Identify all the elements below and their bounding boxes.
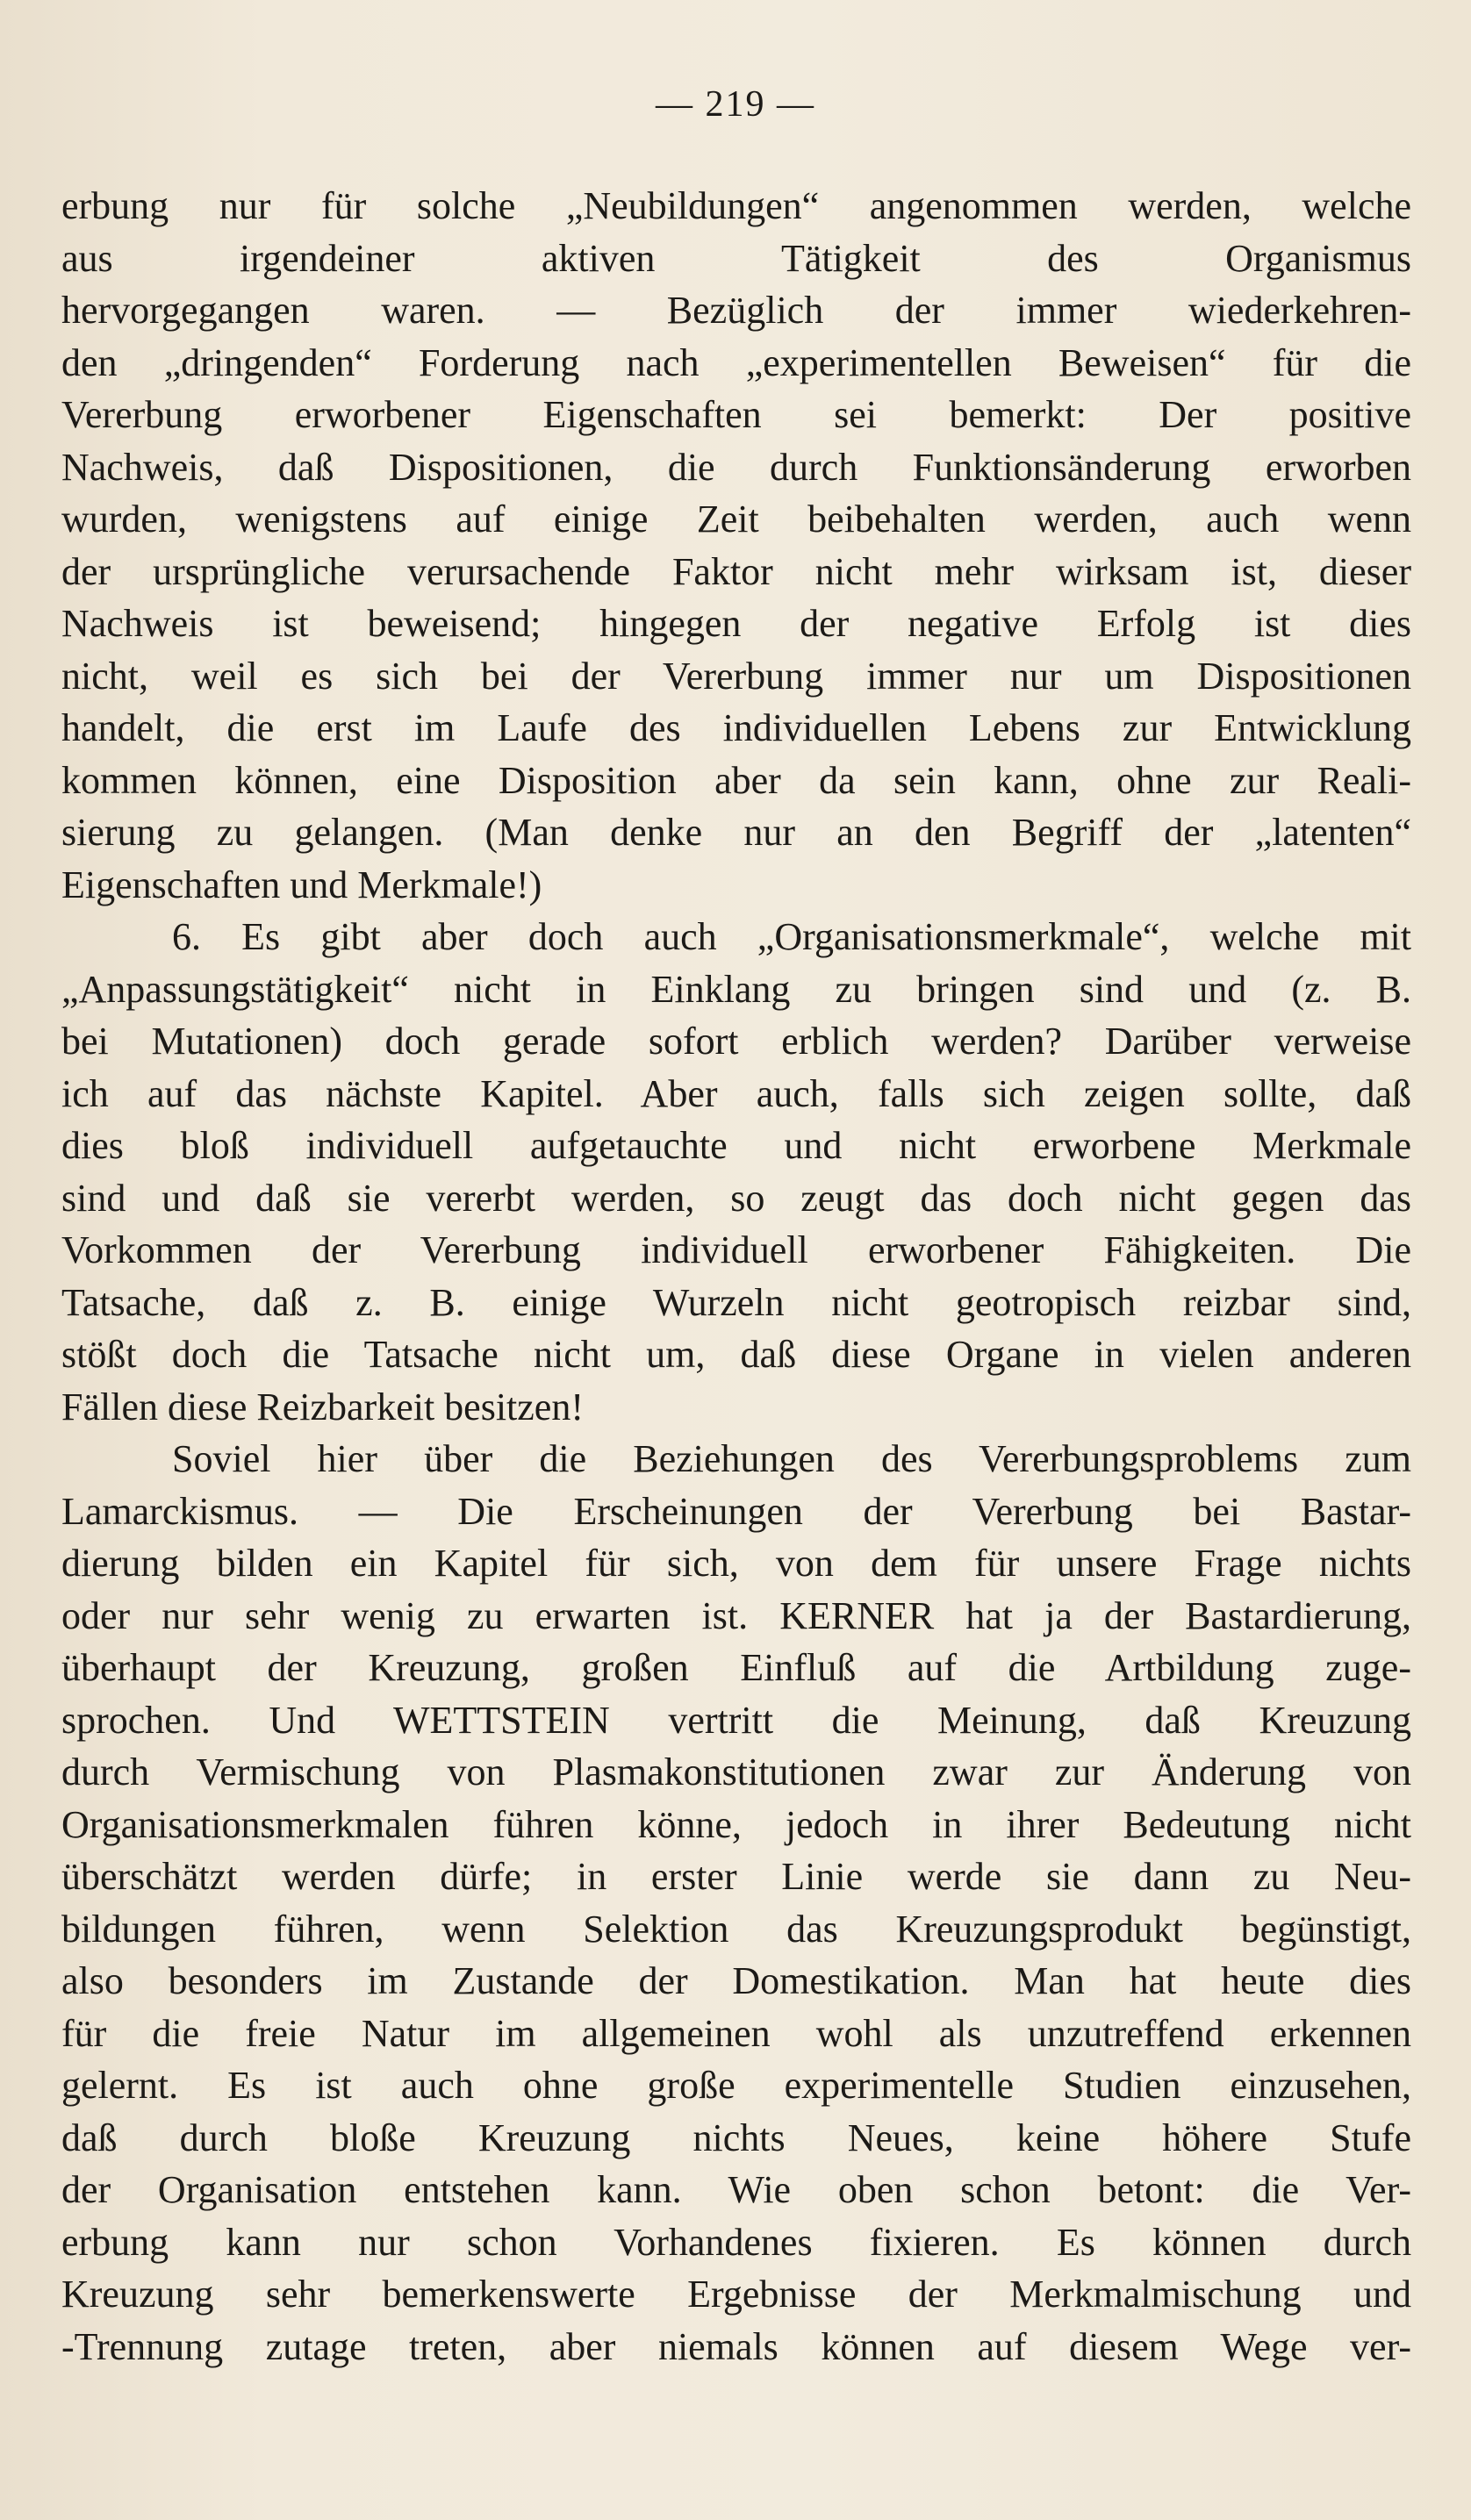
text-line: kommen können, eine Disposition aber da sein kann, ohne zur Reali- <box>61 758 1411 802</box>
text-line: bildungen führen, wenn Selektion das Kreuzungsprodukt begünstigt, <box>61 1907 1411 1951</box>
text-line: daß durch bloße Kreuzung nichts Neues, keine höhere Stufe <box>61 2116 1411 2159</box>
text-line: stößt doch die Tatsache nicht um, daß diese Organe in vielen anderen <box>61 1333 1411 1376</box>
text-line: -Trennung zutage treten, aber niemals können auf diesem Wege ver- <box>61 2324 1411 2368</box>
text-line: durch Vermischung von Plasmakonstitutionen zwar zur Änderung von <box>61 1750 1411 1793</box>
text-line: für die freie Natur im allgemeinen wohl als unzutreffend erkennen <box>61 2011 1411 2055</box>
text-line: sierung zu gelangen. (Man denke nur an den Begriff der „latenten“ <box>61 811 1411 854</box>
text-line: sind und daß sie vererbt werden, so zeugt das doch nicht gegen das <box>61 1176 1411 1220</box>
text-line: hervorgegangen waren. — Bezüglich der immer wiederkehren- <box>61 289 1411 332</box>
text-line: handelt, die erst im Laufe des individuellen Lebens zur Entwicklung <box>61 706 1411 749</box>
text-line: den „dringenden“ Forderung nach „experimentellen Beweisen“ für die <box>61 340 1411 384</box>
text-line: dierung bilden ein Kapitel für sich, von dem für unsere Frage nichts <box>61 1542 1411 1585</box>
text-line: Fällen diese Reizbarkeit besitzen! <box>61 1385 584 1428</box>
text-line: aus irgendeiner aktiven Tätigkeit des Organismus <box>61 236 1411 280</box>
text-line: Vorkommen der Vererbung individuell erworbener Fähigkeiten. Die <box>61 1228 1411 1271</box>
text-line: oder nur sehr wenig zu erwarten ist. KERNER hat ja der Bastardierung, <box>61 1593 1411 1637</box>
text-line: wurden, wenigstens auf einige Zeit beibehalten werden, auch wenn <box>61 498 1411 541</box>
text-line: dies bloß individuell aufgetauchte und nicht erworbene Merkmale <box>61 1124 1411 1167</box>
text-line: nicht, weil es sich bei der Vererbung immer nur um Dispositionen <box>61 654 1411 698</box>
text-line: Lamarckismus. — Die Erscheinungen der Vererbung bei Bastar- <box>61 1489 1411 1533</box>
text-line: 6. Es gibt aber doch auch „Organisationsmerkmale“, welche mit <box>172 915 1411 958</box>
text-line: der Organisation entstehen kann. Wie oben schon betont: die Ver- <box>61 2168 1411 2211</box>
text-line: „Anpassungstätigkeit“ nicht in Einklang zu bringen sind und (z. B. <box>61 967 1411 1011</box>
text-line: Eigenschaften und Merkmale!) <box>61 863 542 906</box>
text-line: Nachweis, daß Dispositionen, die durch Funktionsänderung erworben <box>61 445 1411 489</box>
text-line: Tatsache, daß z. B. einige Wurzeln nicht geotropisch reizbar sind, <box>61 1280 1411 1324</box>
text-line: Nachweis ist beweisend; hingegen der negative Erfolg ist dies <box>61 602 1411 645</box>
text-line: gelernt. Es ist auch ohne große experimentelle Studien einzusehen, <box>61 2064 1411 2107</box>
text-line: überhaupt der Kreuzung, großen Einfluß auf die Artbildung zuge- <box>61 1646 1411 1689</box>
body-text <box>61 180 1411 2373</box>
text-line: Organisationsmerkmalen führen könne, jedoch in ihrer Bedeutung nicht <box>61 1802 1411 1846</box>
text-line: bei Mutationen) doch gerade sofort erblich werden? Darüber verweise <box>61 1020 1411 1063</box>
text-line: der ursprüngliche verursachende Faktor nicht mehr wirksam ist, dieser <box>61 549 1411 593</box>
text-line: ich auf das nächste Kapitel. Aber auch, falls sich zeigen sollte, daß <box>61 1071 1411 1115</box>
text-line: erbung kann nur schon Vorhandenes fixieren. Es können durch <box>61 2220 1411 2264</box>
page-number: — 219 — <box>656 84 815 125</box>
text-line: sprochen. Und WETTSTEIN vertritt die Meinung, daß Kreuzung <box>61 1698 1411 1742</box>
text-line: überschätzt werden dürfe; in erster Linie werde sie dann zu Neu- <box>61 1855 1411 1898</box>
text-line: Soviel hier über die Beziehungen des Vererbungsproblems zum <box>172 1437 1411 1480</box>
text-line: also besonders im Zustande der Domestikation. Man hat heute dies <box>61 1959 1411 2002</box>
text-line: Vererbung erworbener Eigenschaften sei bemerkt: Der positive <box>61 393 1411 436</box>
text-line: Kreuzung sehr bemerkenswerte Ergebnisse der Merkmalmischung und <box>61 2273 1411 2316</box>
text-line: erbung nur für solche „Neubildungen“ angenommen werden, welche <box>61 184 1411 227</box>
